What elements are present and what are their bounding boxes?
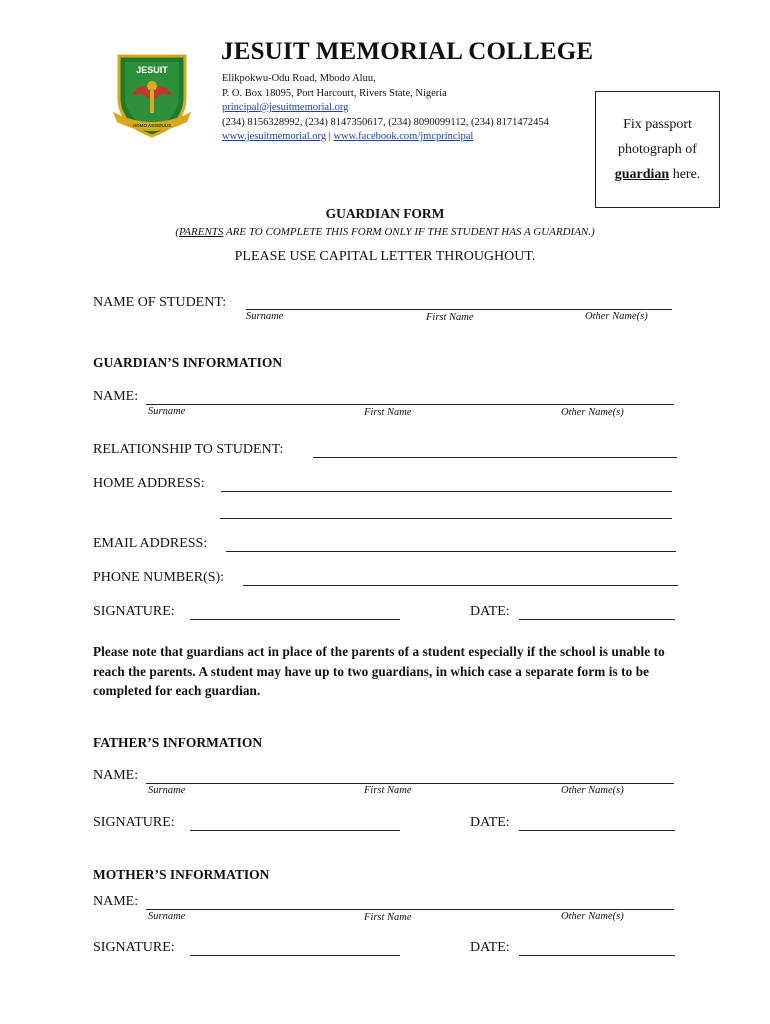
guardian-signature-field[interactable]	[190, 619, 400, 620]
phone-number-field[interactable]	[243, 585, 678, 586]
father-othernames-hint: Other Name(s)	[561, 785, 624, 796]
mother-name-label: NAME:	[93, 894, 139, 909]
svg-text:HOMO ASSIDUUS: HOMO ASSIDUUS	[132, 123, 172, 128]
father-signature-field[interactable]	[190, 830, 400, 831]
phone-number-label: PHONE NUMBER(S):	[93, 570, 225, 585]
mother-date-field[interactable]	[519, 955, 675, 956]
passport-bold-word: guardian	[614, 167, 670, 182]
passport-line-2: photograph of	[618, 142, 697, 157]
passport-line-1: Fix passport	[623, 117, 692, 132]
guardian-heading: GUARDIAN’S INFORMATION	[93, 355, 283, 370]
guardian-name-field[interactable]	[146, 404, 674, 405]
school-address-block	[222, 72, 549, 145]
relationship-label: RELATIONSHIP TO STUDENT:	[93, 442, 284, 457]
mother-name-field[interactable]	[146, 909, 674, 910]
guardian-date-field[interactable]	[519, 619, 675, 620]
student-name-label: NAME OF STUDENT:	[93, 295, 227, 310]
student-name-field[interactable]	[246, 309, 672, 310]
guardian-surname-hint: Surname	[148, 406, 186, 417]
email-address-field[interactable]	[226, 551, 676, 552]
father-name-field[interactable]	[146, 783, 674, 784]
svg-text:JESUIT: JESUIT	[136, 65, 168, 75]
mother-surname-hint: Surname	[148, 911, 186, 922]
guardian-signature-label: SIGNATURE:	[93, 604, 175, 619]
mother-heading: MOTHER’S INFORMATION	[93, 867, 270, 882]
father-name-label: NAME:	[93, 768, 139, 783]
passport-photo-box	[595, 91, 720, 208]
mother-date-label: DATE:	[470, 940, 510, 955]
mother-signature-field[interactable]	[190, 955, 400, 956]
father-signature-label: SIGNATURE:	[93, 815, 175, 830]
student-firstname-hint: First Name	[426, 312, 474, 323]
father-firstname-hint: First Name	[364, 785, 412, 796]
guardian-name-label: NAME:	[93, 389, 139, 404]
father-surname-hint: Surname	[148, 785, 186, 796]
email-link[interactable]: principal@jesuitmemorial.org	[222, 102, 349, 113]
mother-firstname-hint: First Name	[364, 912, 412, 923]
form-subtitle: (PARENTS ARE TO COMPLETE THIS FORM ONLY IF THE STUDENT HAS A GUARDIAN.)	[175, 226, 595, 238]
website-link[interactable]: www.jesuitmemorial.org	[222, 131, 327, 142]
subtitle-parents: PARENTS	[178, 226, 224, 238]
mother-othernames-hint: Other Name(s)	[561, 911, 624, 922]
relationship-field[interactable]	[313, 457, 677, 458]
address-line-2: P. O. Box 18095, Port Harcourt, Rivers State, Nigeria	[222, 87, 447, 99]
guardian-firstname-hint: First Name	[364, 407, 412, 418]
guardian-note: Please note that guardians act in place of the parents of a student especially if the school is unable to reach the parents. A student may have up to two guardians, in which case a separate form is to be completed for each guardian.	[93, 644, 665, 698]
college-crest-logo	[111, 50, 193, 138]
guardian-othernames-hint: Other Name(s)	[561, 407, 624, 418]
address-line-1: Elikpokwu-Odu Road, Mbodo Aluu,	[222, 73, 376, 84]
student-othernames-hint: Other Name(s)	[585, 311, 648, 322]
passport-line-3: here.	[669, 167, 701, 182]
school-name: JESUIT MEMORIAL COLLEGE	[221, 38, 594, 65]
father-date-field[interactable]	[519, 830, 675, 831]
mother-signature-label: SIGNATURE:	[93, 940, 175, 955]
home-address-label: HOME ADDRESS:	[93, 476, 205, 491]
guardian-date-label: DATE:	[470, 604, 510, 619]
father-date-label: DATE:	[470, 815, 510, 830]
facebook-link[interactable]: www.facebook.com/jmcprincipal	[333, 131, 474, 142]
email-address-label: EMAIL ADDRESS:	[93, 536, 208, 551]
phone-numbers: (234) 8156328992, (234) 8147350617, (234) 8090099112, (234) 8171472454	[222, 116, 549, 128]
home-address-field-1[interactable]	[221, 491, 672, 492]
father-heading: FATHER’S INFORMATION	[93, 735, 263, 750]
student-surname-hint: Surname	[246, 311, 284, 322]
home-address-field-2[interactable]	[220, 518, 672, 519]
capital-letters-notice: PLEASE USE CAPITAL LETTER THROUGHOUT.	[234, 249, 536, 264]
form-title: GUARDIAN FORM	[325, 206, 445, 221]
link-separator: |	[326, 131, 334, 142]
